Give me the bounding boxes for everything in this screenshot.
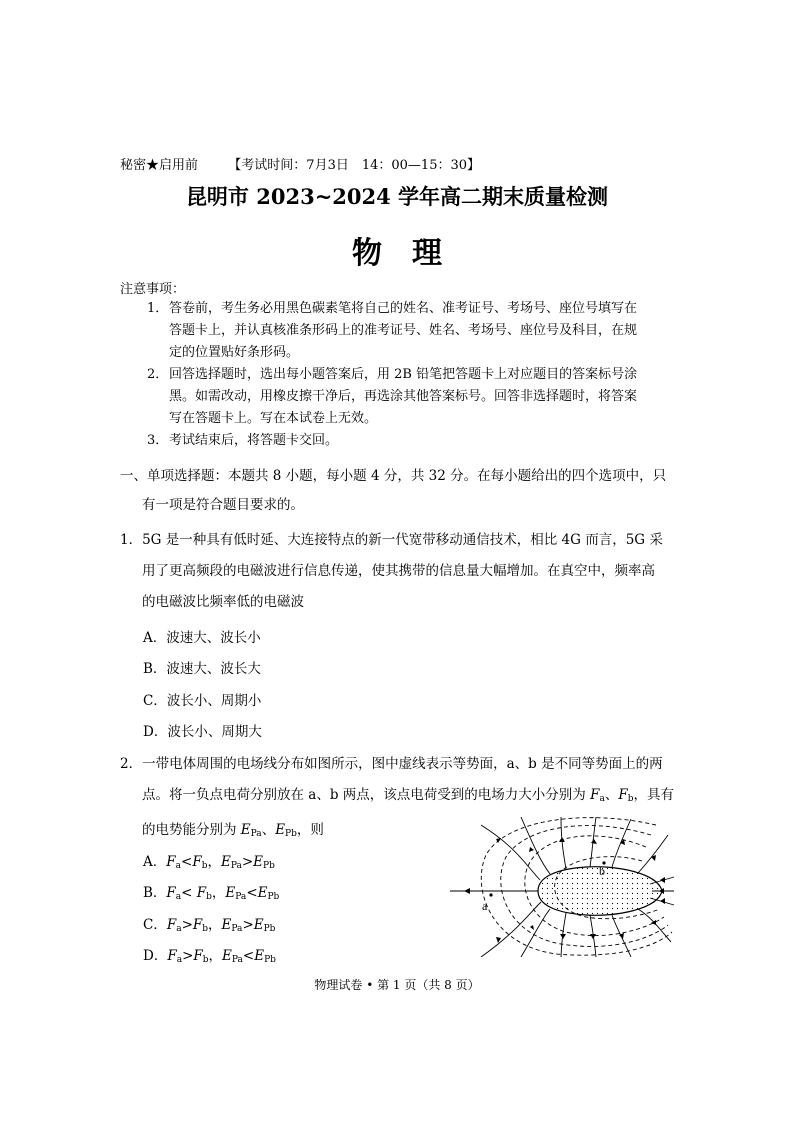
exam-time: 【考试时间：7月3日 14：00—15：30】: [228, 158, 481, 173]
q2-option-c: C．$F_a>F_b$，$E_{Pa}>E_{Pb}$: [143, 917, 276, 934]
point-b-label: b: [599, 864, 605, 878]
notice-item-3: 3．考试结束后，将答题卡交回。: [147, 433, 339, 448]
question-1-stem: 1．5G 是一种具有低时延、大连接特点的新一代宽带移动通信技术，相比 4G 而言，5G 采 用了更高频段的电磁波进行信息传递，使其携带的信息量大幅增加。在真空中，频率高 的电磁波比频率低的电磁波: [120, 532, 663, 610]
q2-option-b: B．$F_a< F_b$，$E_{Pa}<E_{Pb}$: [143, 885, 280, 902]
point-a-label: a: [482, 899, 488, 913]
subject-title: 物理: [352, 236, 472, 271]
electric-field-figure: [446, 817, 676, 957]
point-a: [489, 893, 492, 896]
q2-option-d: D．$F_a>F_b$，$E_{Pa}<E_{Pb}$: [143, 948, 276, 965]
question-2-stem: 2．一带电体周围的电场线分布如图所示，图中虚线表示等势面，a、b 是不同等势面上的两 点。将一负点电荷分别放在 a、b 两点，该点电荷受到的电场力大小分别为 $F_a$、$F_b$，具有 的电势能分别为 $E_{Pa}$、$E_{Pb}$，则: [120, 756, 674, 839]
exam-header: [120, 154, 480, 173]
q1-option-c: C．波长小、周期小: [143, 693, 262, 709]
q2-option-a: A．$F_a<F_b$，$E_{Pa}>E_{Pb}$: [143, 854, 275, 871]
page-footer: 物理试卷 • 第 1 页（共 8 页）: [314, 978, 480, 992]
q1-option-a: A．波速大、波长小: [143, 630, 261, 646]
q1-option-d: D．波长小、周期大: [143, 724, 262, 740]
notice-item-1: 1．答卷前，考生务必用黑色碳素笔将自己的姓名、准考证号、考场号、座位号填写在 答题卡上，并认真核准条形码上的准考证号、姓名、考场号、座位号及科目，在规 定的位置贴好条形码。: [147, 301, 638, 360]
q1-option-b: B．波速大、波长大: [143, 661, 261, 677]
section-heading: 一、单项选择题：本题共 8 小题，每小题 4 分，共 32 分。在每小题给出的四个选项中，只 有一项是符合题目要求的。: [120, 468, 667, 513]
notice-item-2: 2．回答选择题时，选出每小题答案后，用 2B 铅笔把答题卡上对应题目的答案标号涂 黑。如需改动，用橡皮擦干净后，再选涂其他答案标号。回答非选择题时，将答案 写在答题卡上。写在本试卷上无效。: [147, 367, 638, 426]
page-title: 昆明市 2023~2024 学年高二期末质量检测: [185, 184, 609, 209]
confidential-label: 秘密★启用前: [120, 158, 199, 173]
notice-heading: 注意事项：: [120, 282, 186, 297]
